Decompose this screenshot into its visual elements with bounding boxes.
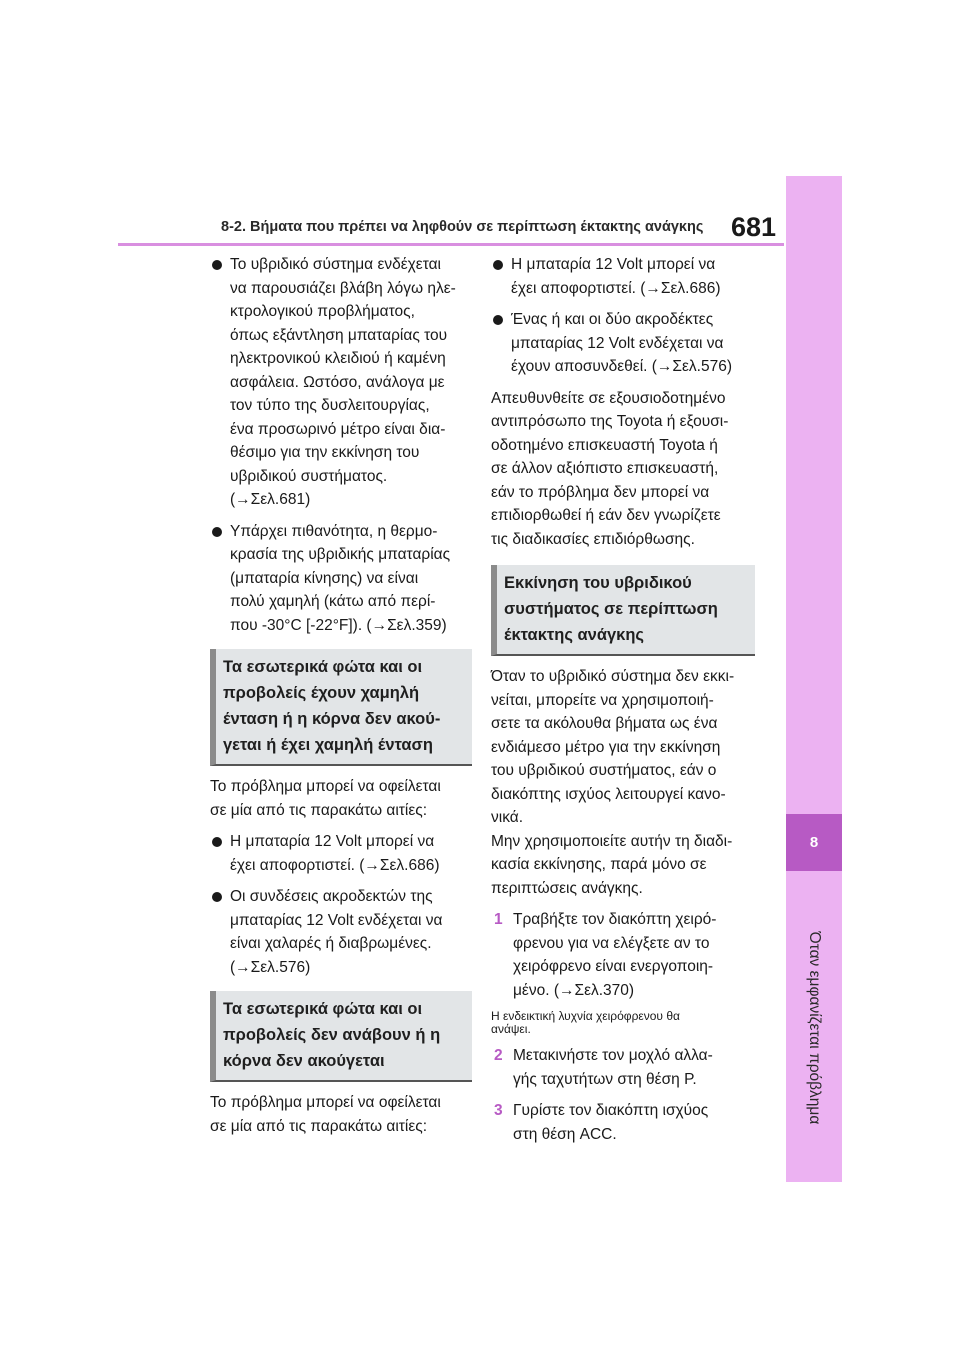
text-line: στη θέση ACC. (513, 1125, 617, 1143)
text-line: Η ενδεικτική λυχνία χειρόφρενου θα (491, 1009, 680, 1023)
text-line: (→Σελ.576) (230, 958, 311, 976)
text-line: (→Σελ.681) (230, 491, 311, 508)
text-line: σε μία από τις παρακάτω αιτίες: (210, 801, 428, 819)
text-line: προβολείς έχουν χαμηλή (223, 684, 420, 702)
paragraph (491, 665, 755, 900)
section-heading (491, 565, 755, 656)
text-line: υβριδικού συστήματος. (230, 467, 388, 485)
text-line: τον τύπο της δυσλειτουργίας, (230, 397, 430, 414)
step-number: 3 (494, 1102, 503, 1119)
text-line: Τα εσωτερικά φώτα και οι (223, 1000, 423, 1018)
chapter-number: 8 (786, 814, 842, 871)
text-line: χειρόφρενο είναι ενεργοποιη- (513, 958, 714, 975)
step-number: 1 (494, 911, 503, 928)
text-line: μπαταρίας 12 Volt ενδέχεται να (230, 911, 443, 929)
text-line: έχει αποφορτιστεί. (→Σελ.686) (230, 856, 440, 874)
text-line: ανάψει. (491, 1022, 531, 1036)
text-line: διακόπτης ισχύος λειτουργεί κανο- (491, 785, 726, 803)
chapter-side-label-text: Όταν εμφανίζεται πρόβλημα (806, 931, 823, 1125)
text-line: είναι χαλαρές ή διαβρωμένες. (230, 935, 432, 952)
section-heading (210, 649, 472, 766)
text-line: του υβριδικού συστήματος, εάν ο (491, 762, 717, 779)
text-line: τις διαδικασίες επιδιόρθωσης. (491, 530, 695, 548)
text-line: μένο. (→Σελ.370) (513, 981, 635, 999)
text-line: Μην χρησιμοποιείτε αυτήν τη διαδι- (491, 832, 733, 850)
paragraph (210, 1091, 472, 1138)
text-line: επιδιορθωθεί ή εάν δεν γνωρίζετε (491, 507, 721, 524)
text-line: Γυρίστε τον διακόπτη ισχύος (513, 1102, 709, 1119)
text-line: Υπάρχει πιθανότητα, η θερμο- (230, 522, 438, 540)
bullet-dot-icon (493, 260, 503, 270)
text-line: όπως εξάντληση μπαταρίας του (230, 326, 448, 344)
text-line: περιπτώσεις ανάγκης. (491, 879, 643, 897)
text-line: ασφάλεια. Ωστόσο, ανάλογα με (230, 373, 445, 391)
page-number: 681 (731, 212, 777, 242)
text-line: νικά. (491, 809, 524, 826)
bullet-dot-icon (493, 315, 503, 325)
bullet-item (491, 308, 755, 379)
text-line: πολύ χαμηλή (κάτω από περί- (230, 593, 436, 610)
text-line: θέσιμο για την εκκίνηση του (230, 444, 420, 461)
text-line: να παρουσιάζει βλάβη λόγω ηλε- (230, 279, 456, 297)
text-line: γής ταχυτήτων στη θέση P. (513, 1070, 697, 1088)
step-item (491, 1044, 755, 1091)
header-divider (118, 243, 784, 246)
section-heading (210, 991, 472, 1082)
bullet-dot-icon (212, 260, 222, 270)
text-line: κτρολογικού προβλήματος, (230, 303, 415, 320)
right-column (491, 253, 755, 1154)
text-line: σετε τα ακόλουθα βήματα ως ένα (491, 715, 718, 732)
paragraph (491, 387, 755, 552)
text-line: ένα προσωρινό μέτρο είναι δια- (230, 420, 446, 438)
text-line: νείται, μπορείτε να χρησιμοποιή- (491, 691, 714, 709)
text-line: μπαταρίας 12 Volt ενδέχεται να (511, 334, 724, 352)
text-line: έχουν αποσυνδεθεί. (→Σελ.576) (511, 358, 732, 375)
bullet-item (210, 253, 472, 512)
text-line: Μετακινήστε τον μοχλό αλλα- (513, 1047, 713, 1064)
step-item (491, 1099, 755, 1146)
text-line: αντιπρόσωπο της Toyota ή εξουσι- (491, 413, 729, 430)
note-text (491, 1010, 755, 1036)
text-line: Το υβριδικό σύστημα ενδέχεται (230, 256, 442, 273)
text-line: οδοτημένο επισκευαστή Toyota ή (491, 436, 718, 454)
text-line: Η μπαταρία 12 Volt μπορεί να (511, 256, 716, 273)
text-line: Το πρόβλημα μπορεί να οφείλεται (210, 778, 441, 795)
text-line: που -30°C [-22°F]). (→Σελ.359) (230, 616, 447, 634)
bullet-item (210, 520, 472, 638)
bullet-item (491, 253, 755, 300)
bullet-dot-icon (212, 837, 222, 847)
text-line: φρενου για να ελέγξετε αν το (513, 934, 710, 952)
text-line: έκτακτης ανάγκης (504, 626, 645, 644)
text-line: κρασία της υβριδικής μπαταρίας (230, 546, 451, 563)
text-line: Η μπαταρία 12 Volt μπορεί να (230, 833, 435, 850)
text-line: συστήματος σε περίπτωση (504, 600, 718, 618)
step-number: 2 (494, 1047, 503, 1064)
left-column (210, 253, 472, 1146)
text-line: Οι συνδέσεις ακροδεκτών της (230, 888, 433, 905)
text-line: κασία εκκίνησης, παρά μόνο σε (491, 856, 707, 873)
bullet-item (210, 885, 472, 979)
paragraph (210, 775, 472, 822)
text-line: ένταση ή η κόρνα δεν ακού- (223, 710, 441, 728)
bullet-dot-icon (212, 527, 222, 537)
text-line: Απευθυνθείτε σε εξουσιοδοτημένο (491, 389, 726, 407)
text-line: κόρνα δεν ακούγεται (223, 1052, 385, 1070)
text-line: (μπαταρία κίνησης) να είναι (230, 569, 419, 587)
section-title: 8-2. Βήματα που πρέπει να ληφθούν σε περίπτωση έκτακτης ανάγκης (221, 219, 704, 235)
text-line: σε άλλον αξιόπιστο επισκευαστή, (491, 460, 719, 477)
text-line: Το πρόβλημα μπορεί να οφείλεται (210, 1094, 441, 1111)
text-line: προβολείς δεν ανάβουν ή η (223, 1026, 441, 1044)
text-line: σε μία από τις παρακάτω αιτίες: (210, 1117, 428, 1135)
text-line: Όταν το υβριδικό σύστημα δεν εκκι- (491, 668, 735, 685)
step-item (491, 908, 755, 1002)
bullet-item (210, 830, 472, 877)
bullet-dot-icon (212, 892, 222, 902)
text-line: Εκκίνηση του υβριδικού (504, 574, 692, 592)
text-line: Ένας ή και οι δύο ακροδέκτες (511, 311, 714, 328)
text-line: εάν το πρόβλημα δεν μπορεί να (491, 483, 710, 501)
text-line: γεται ή έχει χαμηλή ένταση (223, 736, 433, 754)
text-line: Τραβήξτε τον διακόπτη χειρό- (513, 911, 717, 928)
text-line: Τα εσωτερικά φώτα και οι (223, 658, 423, 676)
text-line: ενδιάμεσο μέτρο για την εκκίνηση (491, 738, 721, 756)
text-line: ηλεκτρονικού κλειδιού ή καμένη (230, 350, 446, 367)
text-line: έχει αποφορτιστεί. (→Σελ.686) (511, 279, 721, 297)
